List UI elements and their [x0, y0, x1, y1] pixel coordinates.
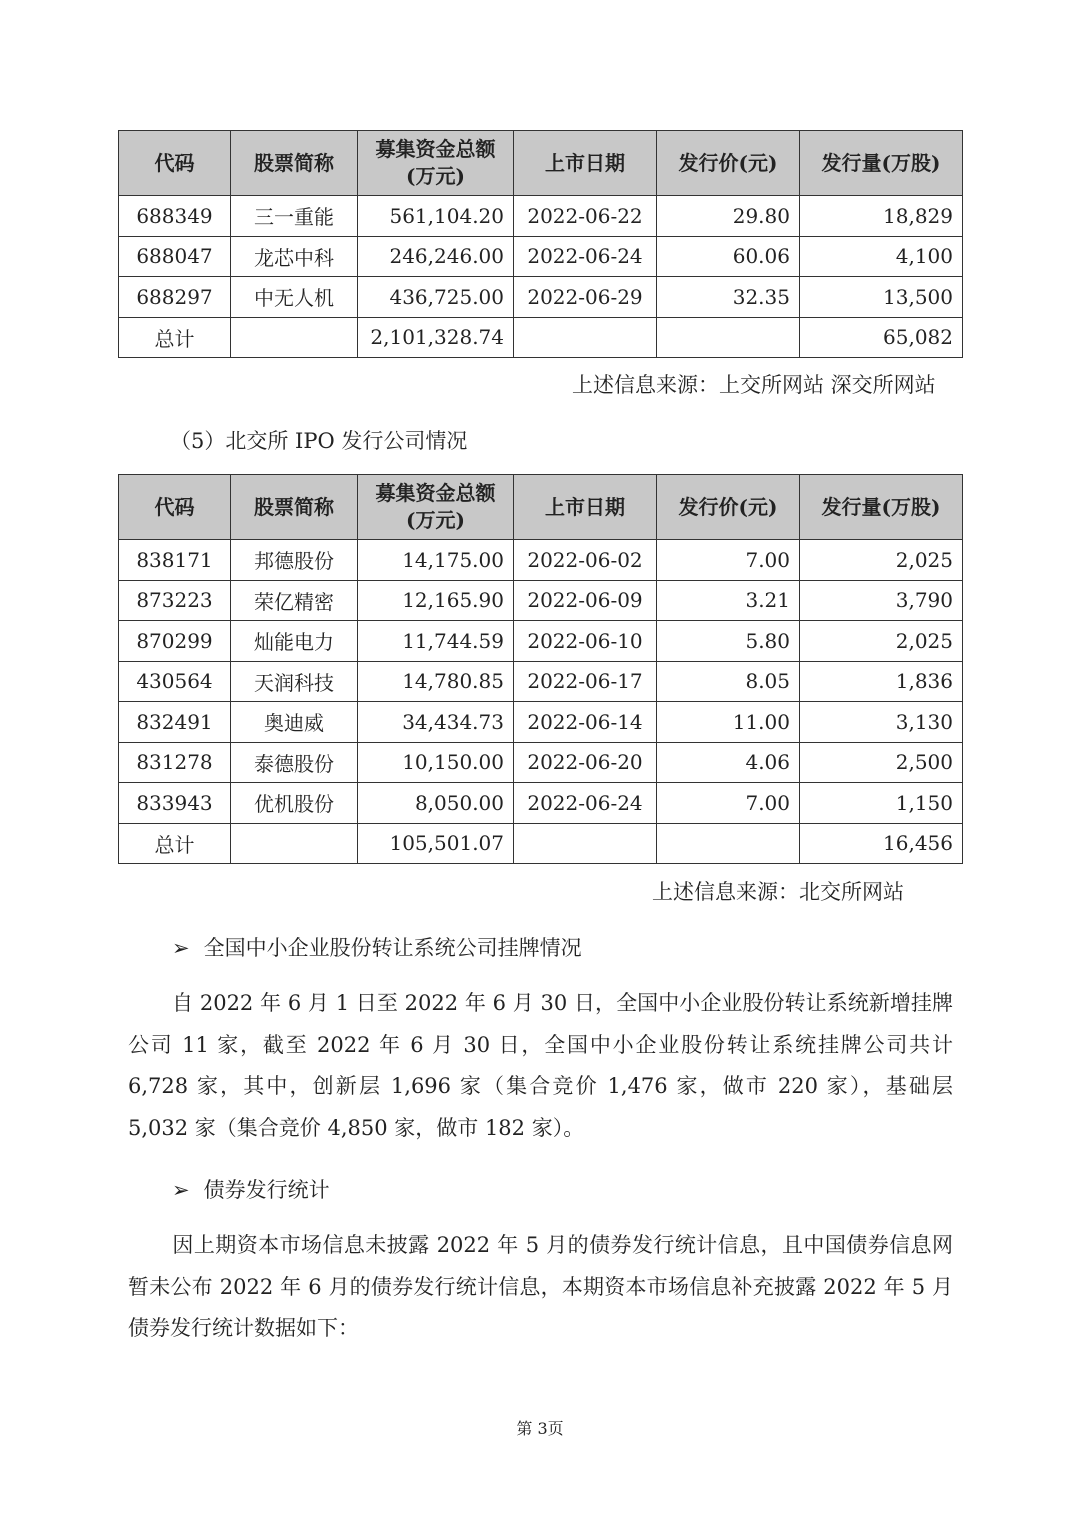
header-price: 发行价(元)	[657, 475, 800, 540]
cell-amount: 8,050.00	[358, 783, 514, 824]
header-name: 股票简称	[231, 131, 358, 196]
cell-price: 7.00	[657, 540, 800, 581]
cell-name: 泰德股份	[231, 742, 358, 783]
cell-date: 2022-06-14	[514, 702, 657, 743]
cell-amount: 10,150.00	[358, 742, 514, 783]
cell-volume: 2,025	[800, 540, 963, 581]
table-header-row	[119, 475, 963, 540]
cell-price: 29.80	[657, 196, 800, 237]
empty-cell	[514, 823, 657, 864]
total-amount: 2,101,328.74	[358, 317, 514, 358]
cell-volume: 4,100	[800, 236, 963, 277]
cell-name: 奥迪威	[231, 702, 358, 743]
cell-date: 2022-06-09	[514, 580, 657, 621]
table-row	[119, 277, 963, 318]
total-volume: 16,456	[800, 823, 963, 864]
cell-date: 2022-06-29	[514, 277, 657, 318]
cell-name: 优机股份	[231, 783, 358, 824]
sse-ipo-table	[118, 130, 963, 358]
cell-code: 833943	[119, 783, 231, 824]
cell-amount: 12,165.90	[358, 580, 514, 621]
cell-volume: 1,150	[800, 783, 963, 824]
cell-name: 天润科技	[231, 661, 358, 702]
header-amount: 募集资金总额 (万元)	[358, 131, 514, 196]
cell-price: 11.00	[657, 702, 800, 743]
header-code: 代码	[119, 131, 231, 196]
cell-price: 7.00	[657, 783, 800, 824]
header-code: 代码	[119, 475, 231, 540]
cell-name: 龙芯中科	[231, 236, 358, 277]
empty-cell	[231, 317, 358, 358]
header-amount: 募集资金总额 (万元)	[358, 475, 514, 540]
cell-volume: 1,836	[800, 661, 963, 702]
bond-paragraph	[128, 1225, 953, 1350]
cell-name: 灿能电力	[231, 621, 358, 662]
bse-ipo-table	[118, 474, 963, 864]
cell-name: 邦德股份	[231, 540, 358, 581]
table-row	[119, 661, 963, 702]
cell-amount: 34,434.73	[358, 702, 514, 743]
table-row	[119, 236, 963, 277]
bond-heading-text: 债券发行统计	[203, 1178, 330, 1202]
cell-volume: 3,790	[800, 580, 963, 621]
cell-amount: 246,246.00	[358, 236, 514, 277]
neeq-paragraph	[128, 983, 953, 1149]
cell-date: 2022-06-02	[514, 540, 657, 581]
cell-name: 三一重能	[231, 196, 358, 237]
neeq-heading	[172, 932, 582, 962]
cell-date: 2022-06-17	[514, 661, 657, 702]
header-date: 上市日期	[514, 131, 657, 196]
cell-amount: 14,780.85	[358, 661, 514, 702]
cell-code: 873223	[119, 580, 231, 621]
bullet-arrow-icon: ➢	[172, 1178, 190, 1202]
table-row	[119, 621, 963, 662]
total-label: 总计	[119, 823, 231, 864]
cell-code: 688047	[119, 236, 231, 277]
cell-code: 831278	[119, 742, 231, 783]
cell-name: 荣亿精密	[231, 580, 358, 621]
cell-code: 870299	[119, 621, 231, 662]
cell-volume: 18,829	[800, 196, 963, 237]
bond-heading	[172, 1174, 330, 1204]
cell-name: 中无人机	[231, 277, 358, 318]
table1-source-note: 上述信息来源：上交所网站 深交所网站	[572, 373, 936, 397]
bond-paragraph-text: 因上期资本市场信息未披露 2022 年 5 月的债券发行统计信息，且中国债券信息网暂未公布 2022 年 6 月的债券发行统计信息，本期资本市场信息补充披露 2022 年 5 月债券发行统计数据如下：	[128, 1233, 953, 1340]
table2-source-note: 上述信息来源：北交所网站	[652, 880, 904, 904]
cell-amount: 561,104.20	[358, 196, 514, 237]
cell-price: 4.06	[657, 742, 800, 783]
cell-volume: 2,500	[800, 742, 963, 783]
table-row	[119, 742, 963, 783]
cell-volume: 3,130	[800, 702, 963, 743]
table-row	[119, 783, 963, 824]
cell-amount: 11,744.59	[358, 621, 514, 662]
header-price: 发行价(元)	[657, 131, 800, 196]
empty-cell	[657, 317, 800, 358]
neeq-heading-text: 全国中小企业股份转让系统公司挂牌情况	[203, 936, 582, 960]
section-title: （5）北交所 IPO 发行公司情况	[170, 429, 468, 453]
cell-date: 2022-06-10	[514, 621, 657, 662]
table-row	[119, 196, 963, 237]
total-label: 总计	[119, 317, 231, 358]
cell-volume: 2,025	[800, 621, 963, 662]
neeq-paragraph-text: 自 2022 年 6 月 1 日至 2022 年 6 月 30 日，全国中小企业股份转让系统新增挂牌公司 11 家，截至 2022 年 6 月 30 日，全国中小企业股份转让系统挂牌公司共计 6,728 家，其中，创新层 1,696 家（集合竞价 1,476 家，做市 220 家），基础层 5,032 家（集合竞价 4,850 家，做市 182 家）。	[128, 991, 953, 1140]
cell-date: 2022-06-20	[514, 742, 657, 783]
cell-date: 2022-06-24	[514, 783, 657, 824]
total-amount: 105,501.07	[358, 823, 514, 864]
table-row	[119, 702, 963, 743]
header-date: 上市日期	[514, 475, 657, 540]
bullet-arrow-icon: ➢	[172, 936, 190, 960]
cell-code: 688349	[119, 196, 231, 237]
cell-amount: 436,725.00	[358, 277, 514, 318]
cell-date: 2022-06-22	[514, 196, 657, 237]
total-row	[119, 317, 963, 358]
cell-code: 688297	[119, 277, 231, 318]
cell-code: 430564	[119, 661, 231, 702]
empty-cell	[657, 823, 800, 864]
empty-cell	[514, 317, 657, 358]
cell-amount: 14,175.00	[358, 540, 514, 581]
cell-code: 832491	[119, 702, 231, 743]
total-volume: 65,082	[800, 317, 963, 358]
table-row	[119, 540, 963, 581]
total-row	[119, 823, 963, 864]
cell-date: 2022-06-24	[514, 236, 657, 277]
cell-code: 838171	[119, 540, 231, 581]
table-row	[119, 580, 963, 621]
table-header-row	[119, 131, 963, 196]
cell-price: 8.05	[657, 661, 800, 702]
header-volume: 发行量(万股)	[800, 475, 963, 540]
cell-price: 32.35	[657, 277, 800, 318]
cell-price: 60.06	[657, 236, 800, 277]
page-number: 第 3页	[516, 1419, 564, 1438]
header-name: 股票简称	[231, 475, 358, 540]
cell-price: 3.21	[657, 580, 800, 621]
cell-volume: 13,500	[800, 277, 963, 318]
cell-price: 5.80	[657, 621, 800, 662]
header-volume: 发行量(万股)	[800, 131, 963, 196]
empty-cell	[231, 823, 358, 864]
